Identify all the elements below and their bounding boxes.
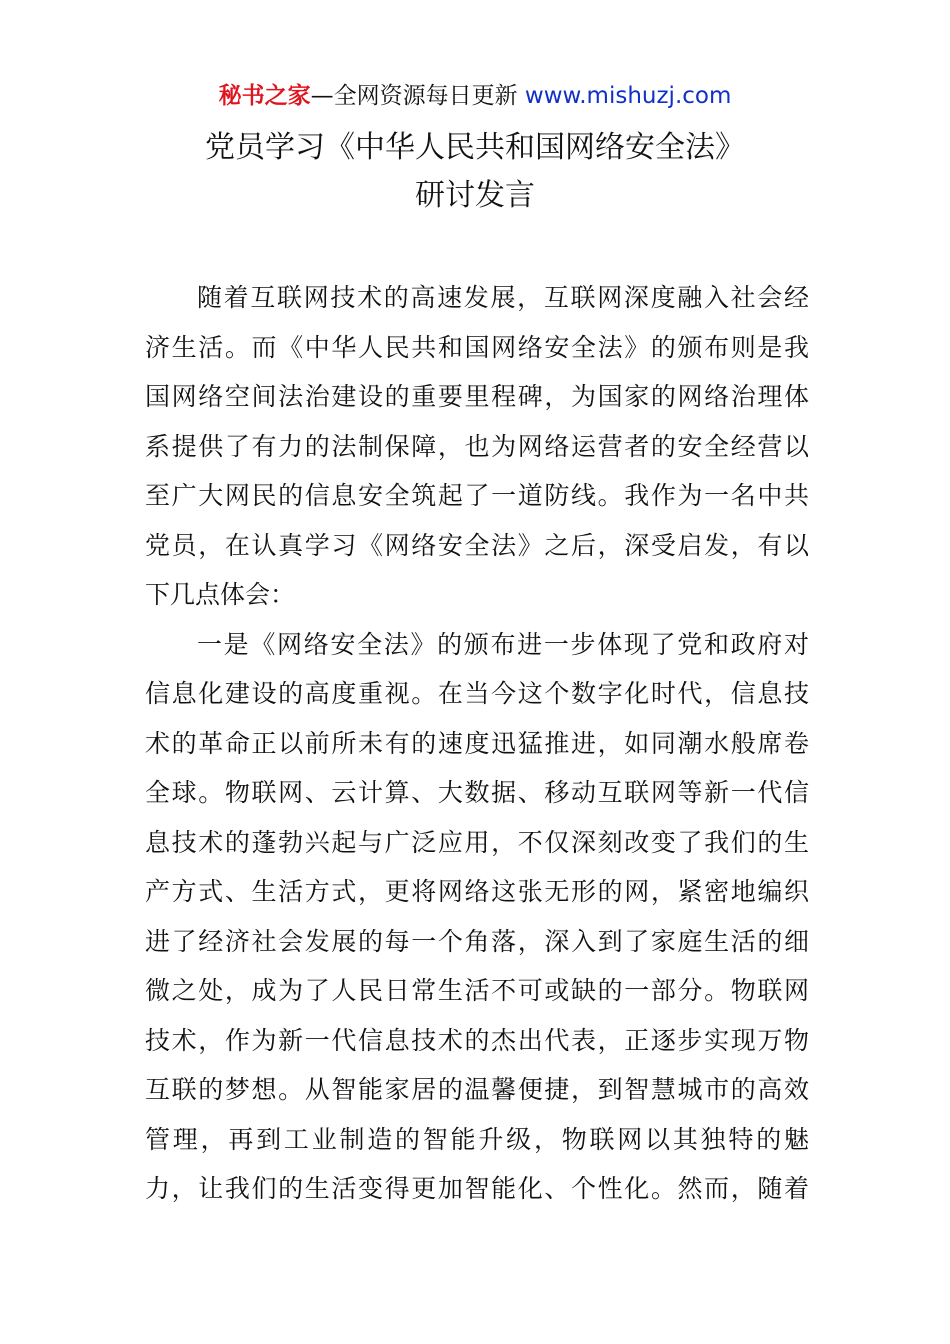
paragraph-intro (145, 273, 809, 620)
text-line: 微之处，成为了人民日常生活不可或缺的一部分。物联网 (145, 976, 809, 1005)
text-line: 力，让我们的生活变得更加智能化、个性化。然而，随着 (145, 1174, 809, 1203)
site-url-link[interactable]: www.mishuzj.com (524, 83, 732, 109)
text-line: 下几点体会： (145, 580, 296, 609)
text-line: 一是《网络安全法》的颁布进一步体现了党和政府对 (197, 629, 809, 659)
document-body (145, 273, 809, 1214)
text-line: 信息化建设的高度重视。在当今这个数字化时代，信息技 (145, 679, 809, 708)
text-line: 互联的梦想。从智能家居的温馨便捷，到智慧城市的高效 (145, 1075, 809, 1104)
text-line: 国网络空间法治建设的重要里程碑，为国家的网络治理体 (145, 382, 809, 411)
text-line: 济生活。而《中华人民共和国网络安全法》的颁布则是我 (145, 332, 809, 362)
paragraph-point-one (145, 620, 809, 1214)
text-line: 至广大网民的信息安全筑起了一道防线。我作为一名中共 (145, 481, 809, 510)
text-line: 技术，作为新一代信息技术的杰出代表，正逐步实现万物 (145, 1025, 809, 1055)
site-header (0, 80, 950, 112)
text-line: 全球。物联网、云计算、大数据、移动互联网等新一代信 (145, 778, 809, 807)
text-line: 党员，在认真学习《网络安全法》之后，深受启发，有以 (145, 530, 809, 560)
document-title: 党员学习《中华人民共和国网络安全法》 (205, 130, 745, 165)
site-brand: 秘书之家 (218, 83, 311, 109)
text-line: 系提供了有力的法制保障，也为网络运营者的安全经营以 (145, 431, 809, 461)
text-line: 息技术的蓬勃兴起与广泛应用，不仅深刻改变了我们的生 (145, 827, 809, 857)
text-line: 管理，再到工业制造的智能升级，物联网以其独特的魅 (145, 1124, 809, 1154)
text-line: 进了经济社会发展的每一个角落，深入到了家庭生活的细 (145, 926, 809, 956)
document-subtitle: 研讨发言 (415, 178, 535, 213)
text-line: 产方式、生活方式，更将网络这张无形的网，紧密地编织 (145, 877, 809, 906)
text-line: 随着互联网技术的高速发展，互联网深度融入社会经 (197, 283, 809, 312)
text-line: 术的革命正以前所未有的速度迅猛推进，如同潮水般席卷 (145, 728, 809, 758)
site-tagline: —全网资源每日更新 (310, 83, 518, 109)
